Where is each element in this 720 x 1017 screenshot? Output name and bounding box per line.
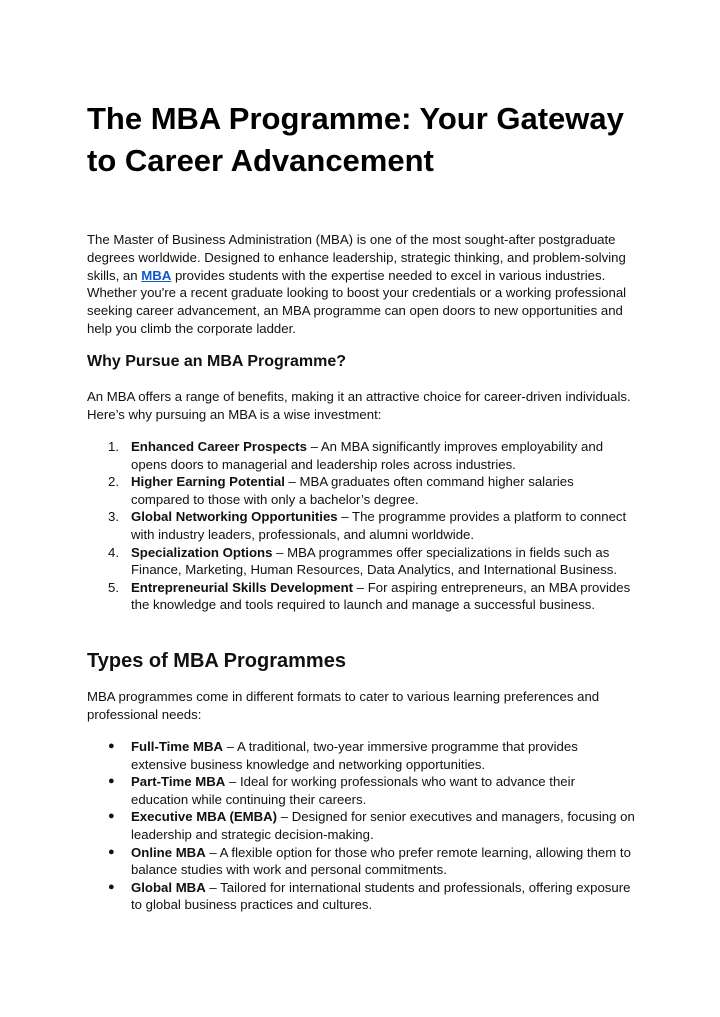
list-item-text: – Tailored for international students and professionals, offering exposure to global business practices and cultures. bbox=[131, 879, 631, 913]
list-item-term: Global Networking Opportunities bbox=[131, 509, 338, 525]
list-item bbox=[87, 844, 635, 879]
bullet-icon: ● bbox=[108, 775, 115, 788]
types-list bbox=[87, 738, 635, 914]
list-item-term: Executive MBA (EMBA) bbox=[131, 809, 278, 825]
list-number: 4. bbox=[108, 544, 119, 560]
list-number: 1. bbox=[108, 439, 119, 454]
list-item bbox=[87, 808, 635, 843]
list-item-term: Enhanced Career Prospects bbox=[131, 439, 307, 454]
why-section-lead: An MBA offers a range of benefits, making it an attractive choice for career-driven individuals. Here’s why pursuing an MBA is a wise investment: bbox=[87, 389, 631, 422]
document-title: The MBA Programme: Your Gateway to Career Advancement bbox=[87, 101, 624, 178]
list-item-text: – A flexible option for those who prefer remote learning, allowing them to balance studies with work and personal commitments. bbox=[131, 844, 631, 878]
bullet-icon: ● bbox=[108, 740, 115, 752]
list-item bbox=[87, 773, 635, 808]
benefits-list bbox=[87, 438, 635, 614]
why-section-heading: Why Pursue an MBA Programme? bbox=[87, 353, 347, 370]
list-item-text: – MBA programmes offer specializations in fields such as Finance, Marketing, Human Resources, Data Analytics, and International Business. bbox=[131, 544, 617, 578]
mba-link[interactable]: MBA bbox=[141, 267, 172, 283]
types-section-lead: MBA programmes come in different formats to cater to various learning preferences and professional needs: bbox=[87, 689, 600, 722]
list-item bbox=[87, 508, 635, 543]
list-item-text: – MBA graduates often command higher salaries compared to those with only a bachelor’s degree. bbox=[131, 474, 574, 507]
list-item bbox=[87, 473, 635, 508]
list-item-text: – Ideal for working professionals who want to advance their education while continuing their careers. bbox=[131, 774, 575, 807]
list-item-text: – For aspiring entrepreneurs, an MBA provides the knowledge and tools required to launch and manage a successful business. bbox=[131, 579, 631, 613]
list-item-term: Specialization Options bbox=[131, 544, 273, 560]
list-item bbox=[87, 879, 635, 914]
list-item-text: – Designed for senior executives and managers, focusing on leadership and strategic decision-making. bbox=[131, 809, 635, 842]
list-item-text: – A traditional, two-year immersive programme that provides extensive business knowledge and networking opportunities. bbox=[131, 739, 578, 772]
intro-text-after-link: provides students with the expertise needed to excel in various industries. Whether you're a recent graduate looking to boost your credentials or a working professional seeking career advancement, an MBA programme can open doors to new opportunities and help you climb the corporate ladder. bbox=[87, 267, 627, 336]
bullet-icon: ● bbox=[108, 845, 115, 858]
list-item bbox=[87, 738, 635, 773]
list-number: 3. bbox=[108, 509, 119, 525]
types-section-heading: Types of MBA Programmes bbox=[87, 650, 346, 672]
list-item-term: Part-Time MBA bbox=[131, 774, 226, 790]
intro-paragraph bbox=[87, 231, 635, 338]
bullet-icon: ● bbox=[108, 810, 115, 823]
list-item-text: – An MBA significantly improves employability and opens doors to managerial and leadership roles across industries. bbox=[131, 439, 604, 472]
list-item-text: – The programme provides a platform to connect with industry leaders, professionals, and alumni worldwide. bbox=[131, 509, 627, 542]
list-item bbox=[87, 438, 635, 473]
list-item-term: Full-Time MBA bbox=[131, 739, 224, 754]
list-item-term: Global MBA bbox=[131, 879, 206, 895]
intro-text-before-link: The Master of Business Administration (MBA) is one of the most sought-after postgraduate degrees worldwide. Designed to enhance leadership, strategic thinking, and problem-solving skills, an bbox=[87, 232, 626, 283]
list-number: 2. bbox=[108, 474, 119, 490]
list-item-term: Online MBA bbox=[131, 844, 206, 860]
list-item-term: Entrepreneurial Skills Development bbox=[131, 579, 354, 595]
list-number: 5. bbox=[108, 579, 119, 595]
list-item bbox=[87, 579, 635, 614]
bullet-icon: ● bbox=[108, 880, 115, 893]
list-item-term: Higher Earning Potential bbox=[131, 474, 285, 490]
list-item bbox=[87, 544, 635, 579]
